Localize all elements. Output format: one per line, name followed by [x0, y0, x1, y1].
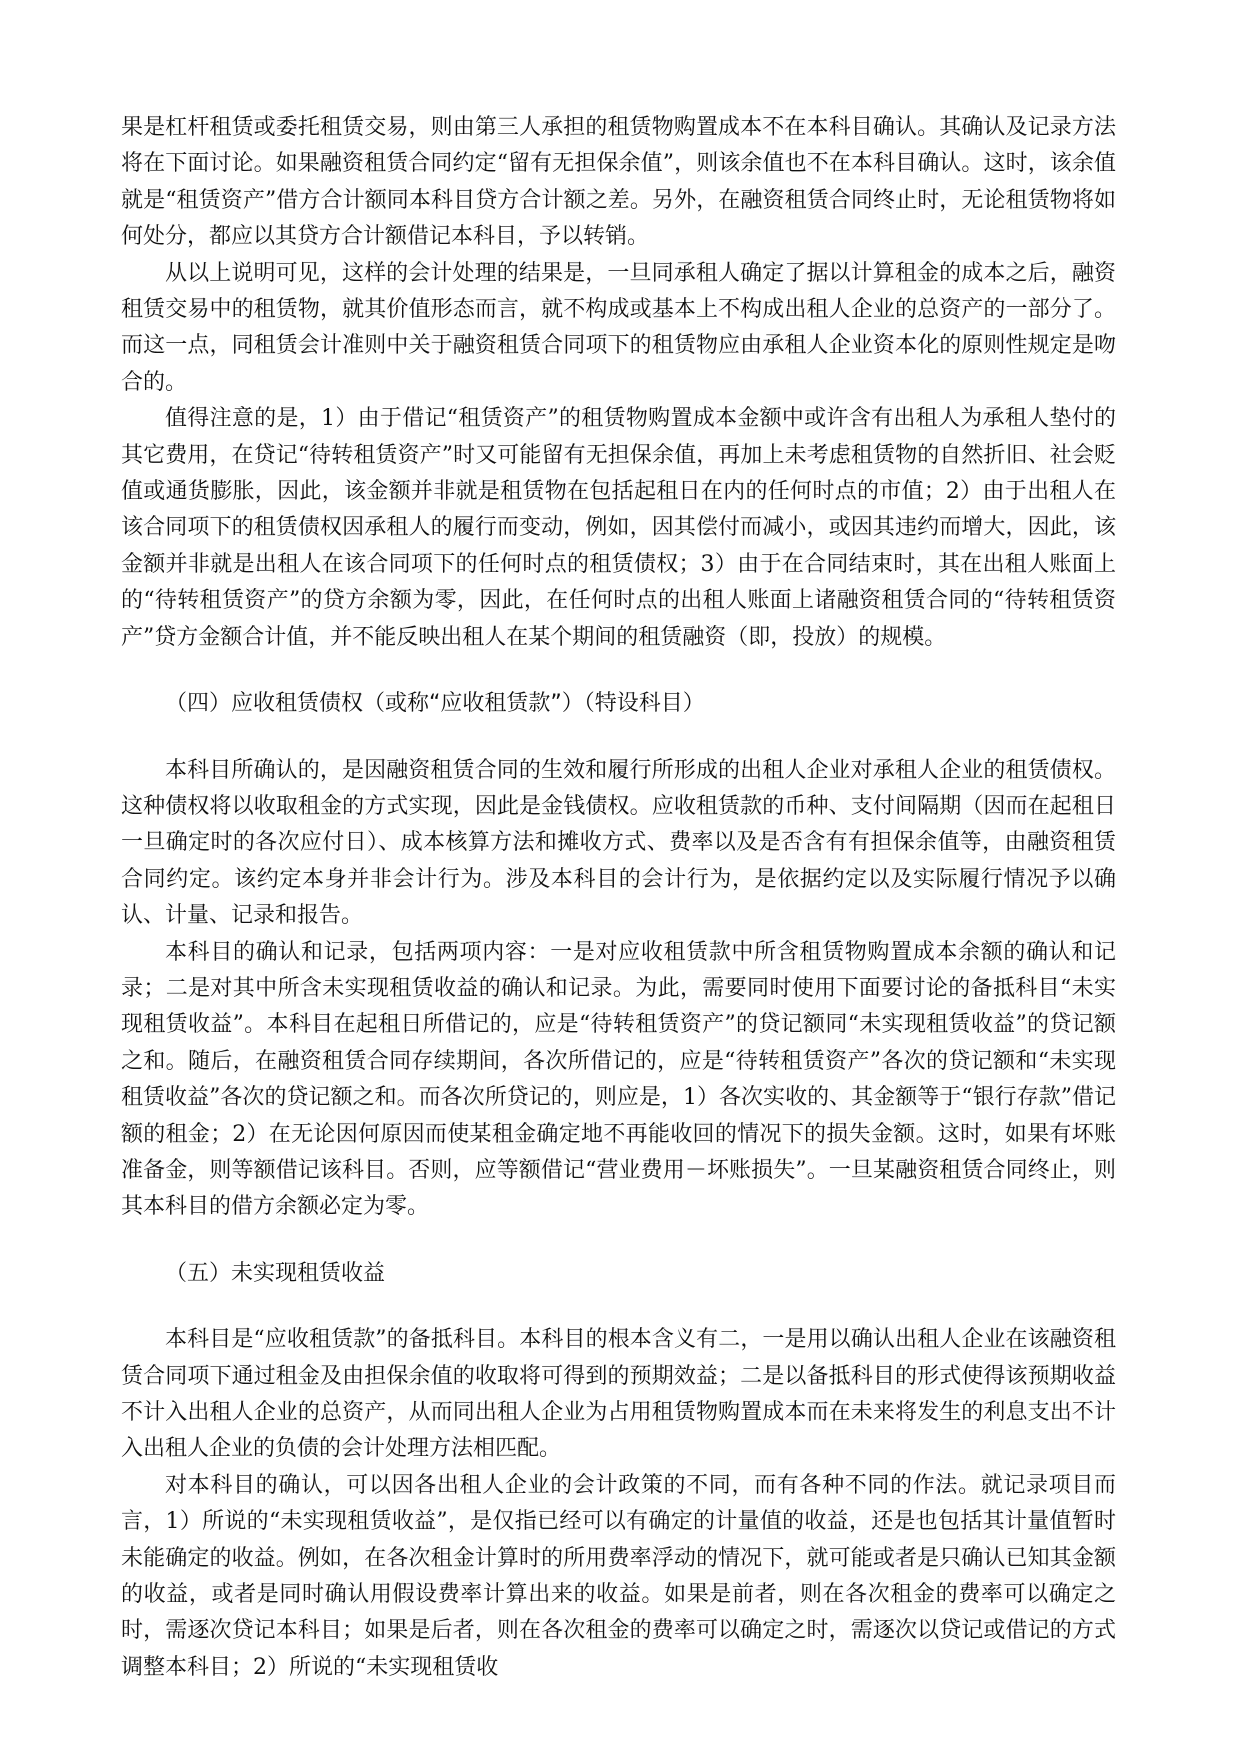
document-body: [121, 110, 1116, 1686]
paragraph-unrealized-recognition: 对本科目的确认，可以因各出租人企业的会计政策的不同，而有各种不同的作法。就记录项目而言，1）所说的“未实现租赁收益”，是仅指已经可以有确定的计量值的收益，还是也包括其计量值暂时未能确定的收益。例如，在各次租金计算时的所用费率浮动的情况下，就可能或者是只确认已知其金额的收益，或者是同时确认用假设费率计算出来的收益。如果是前者，则在各次租金的费率可以确定之时，需逐次贷记本科目；如果是后者，则在各次租金的费率可以确定之时，需逐次以贷记或借记的方式调整本科目；2）所说的“未实现租赁收: [121, 1472, 1116, 1680]
paragraph-unrealized-definition: 本科目是“应收租赁款”的备抵科目。本科目的根本含义有二，一是用以确认出租人企业在该融资租赁合同项下通过租金及由担保余值的收取将可得到的预期效益；二是以备抵科目的形式使得该预期收益不计入出租人企业的总资产，从而同出租人企业为占用租赁物购置成本而在未来将发生的利息支出不计入出租人企业的负债的会计处理方法相匹配。: [121, 1327, 1116, 1462]
paragraph-accounting-result: 从以上说明可见，这样的会计处理的结果是，一旦同承租人确定了据以计算租金的成本之后，融资租赁交易中的租赁物，就其价值形态而言，就不构成或基本上不构成出租人企业的总资产的一部分了。而这一点，同租赁会计准则中关于融资租赁合同项下的租赁物应由承租人企业资本化的原则性规定是吻合的。: [121, 260, 1116, 395]
paragraph-receivable-definition: 本科目所确认的，是因融资租赁合同的生效和履行所形成的出租人企业对承租人企业的租赁债权。这种债权将以收取租金的方式实现，因此是金钱债权。应收租赁款的币种、支付间隔期（因而在起租日一旦确定时的各次应付日）、成本核算方法和摊收方式、费率以及是否含有有担保余值等，由融资租赁合同约定。该约定本身并非会计行为。涉及本科目的会计行为，是依据约定以及实际履行情况予以确认、计量、记录和报告。: [121, 757, 1116, 929]
paragraph-noteworthy-points: 值得注意的是，1）由于借记“租赁资产”的租赁物购置成本金额中或许含有出租人为承租人垫付的其它费用，在贷记“待转租赁资产”时又可能留有无担保余值，再加上未考虑租赁物的自然折旧、社会贬值或通货膨胀，因此，该金额并非就是租赁物在包括起租日在内的任何时点的市值；2）由于出租人在该合同项下的租赁债权因承租人的履行而变动，例如，因其偿付而减小，或因其违约而增大，因此，该金额并非就是出租人在该合同项下的任何时点的租赁债权；3）由于在合同结束时，其在出租人账面上的“待转租赁资产”的贷方余额为零，因此，在任何时点的出租人账面上诸融资租赁合同的“待转租赁资产”贷方金额合计值，并不能反映出租人在某个期间的租赁融资（即，投放）的规模。: [121, 406, 1116, 650]
section-heading-unrealized-income: （五）未实现租赁收益: [165, 1260, 386, 1286]
paragraph-receivable-recording: 本科目的确认和记录，包括两项内容：一是对应收租赁款中所含租赁物购置成本余额的确认和记录；二是对其中所含未实现租赁收益的确认和记录。为此，需要同时使用下面要讨论的备抵科目“未实现租赁收益”。本科目在起租日所借记的，应是“待转租赁资产”的贷记额同“未实现租赁收益”的贷记额之和。随后，在融资租赁合同存续期间，各次所借记的，应是“待转租赁资产”各次的贷记额和“未实现租赁收益”各次的贷记额之和。而各次所贷记的，则应是，1）各次实收的、其金额等于“银行存款”借记额的租金；2）在无论因何原因而使某租金确定地不再能收回的情况下的损失金额。这时，如果有坏账准备金，则等额借记该科目。否则，应等额借记“营业费用－坏账损失”。一旦某融资租赁合同终止，则其本科目的借方余额必定为零。: [121, 939, 1116, 1220]
section-heading-receivable-lease: （四）应收租赁债权（或称“应收租赁款”）（特设科目）: [165, 691, 705, 717]
paragraph-continuation: 果是杠杆租赁或委托租赁交易，则由第三人承担的租赁物购置成本不在本科目确认。其确认及记录方法将在下面讨论。如果融资租赁合同约定“留有无担保余值”，则该余值也不在本科目确认。这时，该余值就是“租赁资产”借方合计额同本科目贷方合计额之差。另外，在融资租赁合同终止时，无论租赁物将如何处分，都应以其贷方合计额借记本科目，予以转销。: [121, 115, 1116, 250]
